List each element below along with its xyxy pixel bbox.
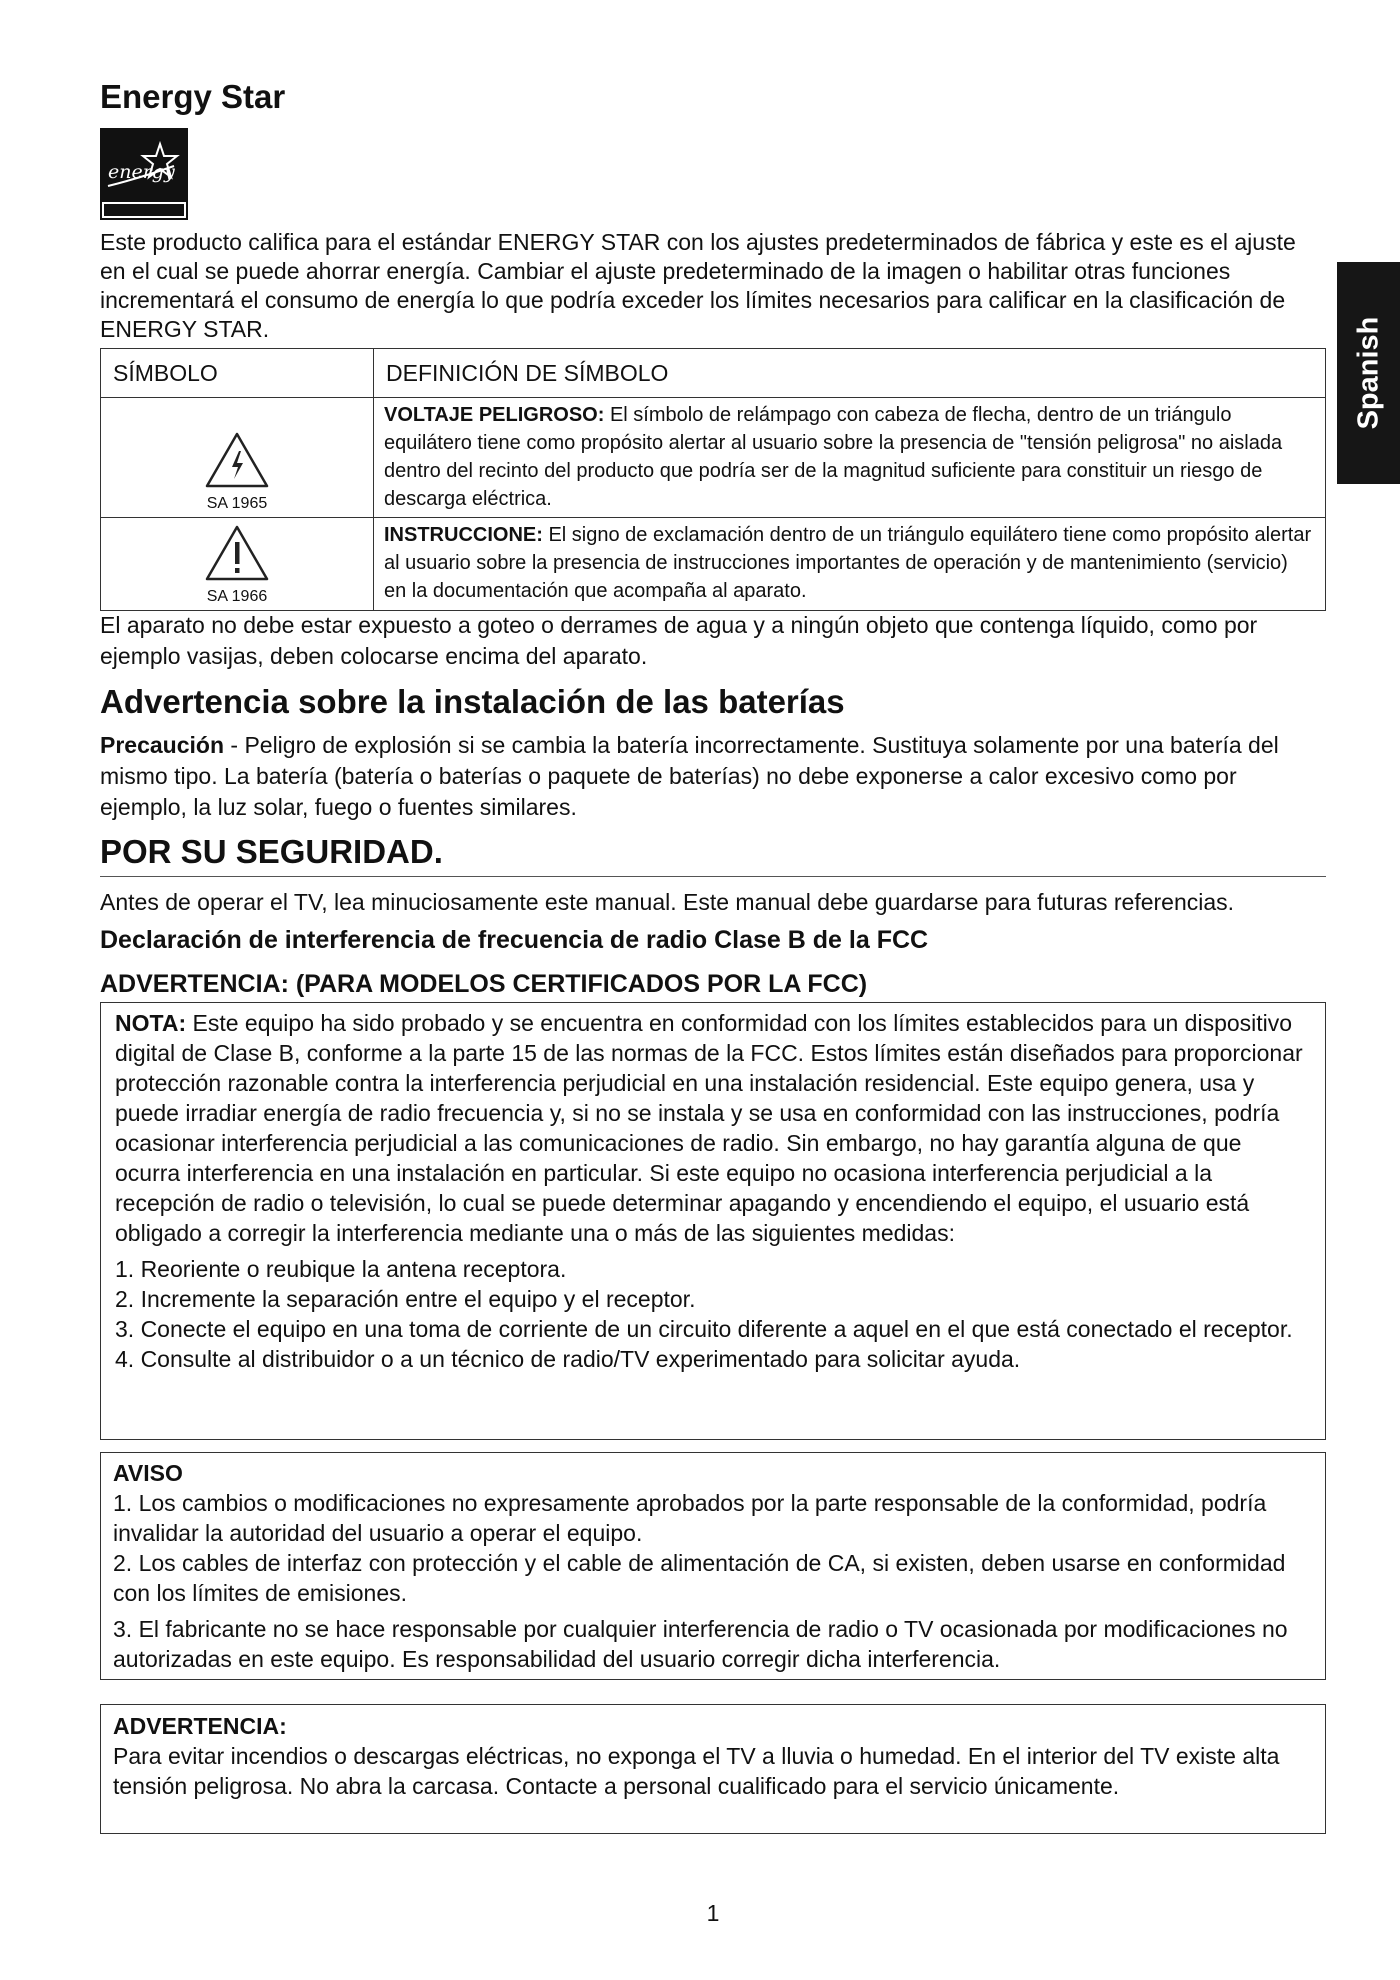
symbol-cell xyxy=(101,518,374,611)
battery-warning-text xyxy=(100,730,1326,823)
notice-list xyxy=(113,1488,1313,1674)
table-row xyxy=(101,398,1326,518)
list-item: 3. El fabricante no se hace responsable por cualquier interferencia de radio o TV ocasionada por modificaciones no autorizadas en este equipo. Es responsabilidad del usuario corregir dicha interferencia. xyxy=(113,1616,1288,1672)
notice-box xyxy=(100,1452,1326,1680)
energy-star-logo xyxy=(100,128,188,220)
fcc-heading: Declaración de interferencia de frecuencia de radio Clase B de la FCC xyxy=(100,926,929,954)
warning-title-text: ADVERTENCIA: xyxy=(113,1713,287,1739)
warning-title xyxy=(113,1711,1313,1741)
heading-divider xyxy=(100,876,1326,877)
notice-title-text: AVISO xyxy=(113,1460,183,1486)
list-item: 3. Conecte el equipo en una toma de corriente de un circuito diferente a aquel en el que está conectado el receptor. xyxy=(115,1316,1293,1342)
definition-text: El signo de exclamación dentro de un triángulo equilátero tiene como propósito alertar al usuario sobre la presencia de instrucciones importantes de operación y de mantenimiento (servicio) en la documentación que acompaña al aparato. xyxy=(384,524,1312,602)
language-tab-label: Spanish xyxy=(1352,316,1384,430)
exclamation-triangle-icon xyxy=(205,524,269,582)
liquid-warning-text: El aparato no debe estar expuesto a goteo o derrames de agua y a ningún objeto que contenga líquido, como por ejemplo vasijas, deben colocarse encima del aparato. xyxy=(100,612,1258,669)
definition-text: El símbolo de relámpago con cabeza de flecha, dentro de un triángulo equilátero tiene como propósito alertar al usuario sobre la presencia de "tensión peligrosa" no aislada dentro del recinto del producto que podría ser de la magnitud suficiente para constituir un riesgo de descarga eléctrica. xyxy=(384,404,1283,510)
note-body: Este equipo ha sido probado y se encuentra en conformidad con los límites establecidos para un dispositivo digital de Clase B, conforme a la parte 15 de las normas de la FCC. Estos límites están diseñados para proporcionar protección razonable contra la interferencia perjudicial en una instalación residencial. Este equipo genera, usa y puede irradiar energía de radio frecuencia y, si no se instala y se usa en conformidad con las instrucciones, podría ocasionar interferencia perjudicial a las comunicaciones de radio. Sin embargo, no hay garantía alguna de que ocurra interferencia en una instalación en particular. Si este equipo no ocasiona interferencia perjudicial a la recepción de radio o televisión, lo cual se puede determinar apagando y encendiendo el equipo, el usuario está obligado a corregir la interferencia mediante una o más de las siguientes medidas: xyxy=(115,1010,1303,1246)
fcc-warning-heading: ADVERTENCIA: (PARA MODELOS CERTIFICADOS POR LA FCC) xyxy=(100,970,868,998)
definition-cell xyxy=(374,398,1326,518)
definition-title: VOLTAJE PELIGROSO: xyxy=(384,404,605,426)
caution-text: - Peligro de explosión si se cambia la batería incorrectamente. Sustituya solamente por una batería del mismo tipo. La batería (batería o baterías o paquete de baterías) no debe exponerse a calor excesivo como por ejemplo, la luz solar, fuego o fuentes similares. xyxy=(100,732,1279,820)
symbol-table-header xyxy=(101,349,1326,398)
symbol-table xyxy=(100,348,1326,611)
table-row xyxy=(101,518,1326,611)
list-item: 2. Incremente la separación entre el equipo y el receptor. xyxy=(115,1286,696,1312)
energy-star-heading: Energy Star xyxy=(100,78,286,115)
fcc-note-box xyxy=(100,1002,1326,1440)
warning-box xyxy=(100,1704,1326,1834)
lightning-triangle-icon xyxy=(205,431,269,489)
svg-text:energy: energy xyxy=(108,161,175,183)
symbol-code: SA 1965 xyxy=(206,495,268,512)
energy-star-description: Este producto califica para el estándar ENERGY STAR con los ajustes predeterminados de fábrica y este es el ajuste en el cual se puede ahorrar energía. Cambiar el ajuste predeterminado de la imagen o habilitar otras funciones incrementará el consumo de energía lo que podría exceder los límites necesarios para calificar en la clasificación de ENERGY STAR. xyxy=(100,229,1296,342)
note-label: NOTA: xyxy=(115,1010,187,1036)
list-item: 2. Los cables de interfaz con protección y el cable de alimentación de CA, si existen, deben usarse en conformidad con los límites de emisiones. xyxy=(113,1550,1286,1606)
battery-warning-heading: Advertencia sobre la instalación de las baterías xyxy=(100,683,845,720)
language-tab xyxy=(1337,262,1400,484)
column-header-symbol: SÍMBOLO xyxy=(101,349,374,398)
caution-label: Precaución xyxy=(100,732,224,758)
symbol-code: SA 1966 xyxy=(206,588,268,605)
column-header-definition: DEFINICIÓN DE SÍMBOLO xyxy=(374,349,1326,398)
safety-intro: Antes de operar el TV, lea minuciosamente este manual. Este manual debe guardarse para futuras referencias. xyxy=(100,889,1235,915)
safety-heading: POR SU SEGURIDAD. xyxy=(100,833,443,870)
notice-title xyxy=(113,1458,1313,1488)
list-item: 1. Los cambios o modificaciones no expresamente aprobados por la parte responsable de la conformidad, podría invalidar la autoridad del usuario a operar el equipo. xyxy=(113,1490,1267,1546)
warning-text: Para evitar incendios o descargas eléctricas, no exponga el TV a lluvia o humedad. En el interior del TV existe alta tensión peligrosa. No abra la carcasa. Contacte a personal cualificado para el servicio únicamente. xyxy=(113,1743,1280,1799)
definition-cell xyxy=(374,518,1326,611)
list-item: 1. Reoriente o reubique la antena receptora. xyxy=(115,1256,567,1282)
symbol-cell xyxy=(101,398,374,518)
energy-star-logo-graphic xyxy=(100,128,188,220)
fcc-note-text xyxy=(115,1008,1311,1248)
list-item: 4. Consulte al distribuidor o a un técnico de radio/TV experimentado para solicitar ayuda. xyxy=(115,1346,1021,1372)
measures-list xyxy=(115,1254,1311,1374)
definition-title: INSTRUCCIONE: xyxy=(384,524,543,546)
page-number: 1 xyxy=(706,1900,720,1926)
